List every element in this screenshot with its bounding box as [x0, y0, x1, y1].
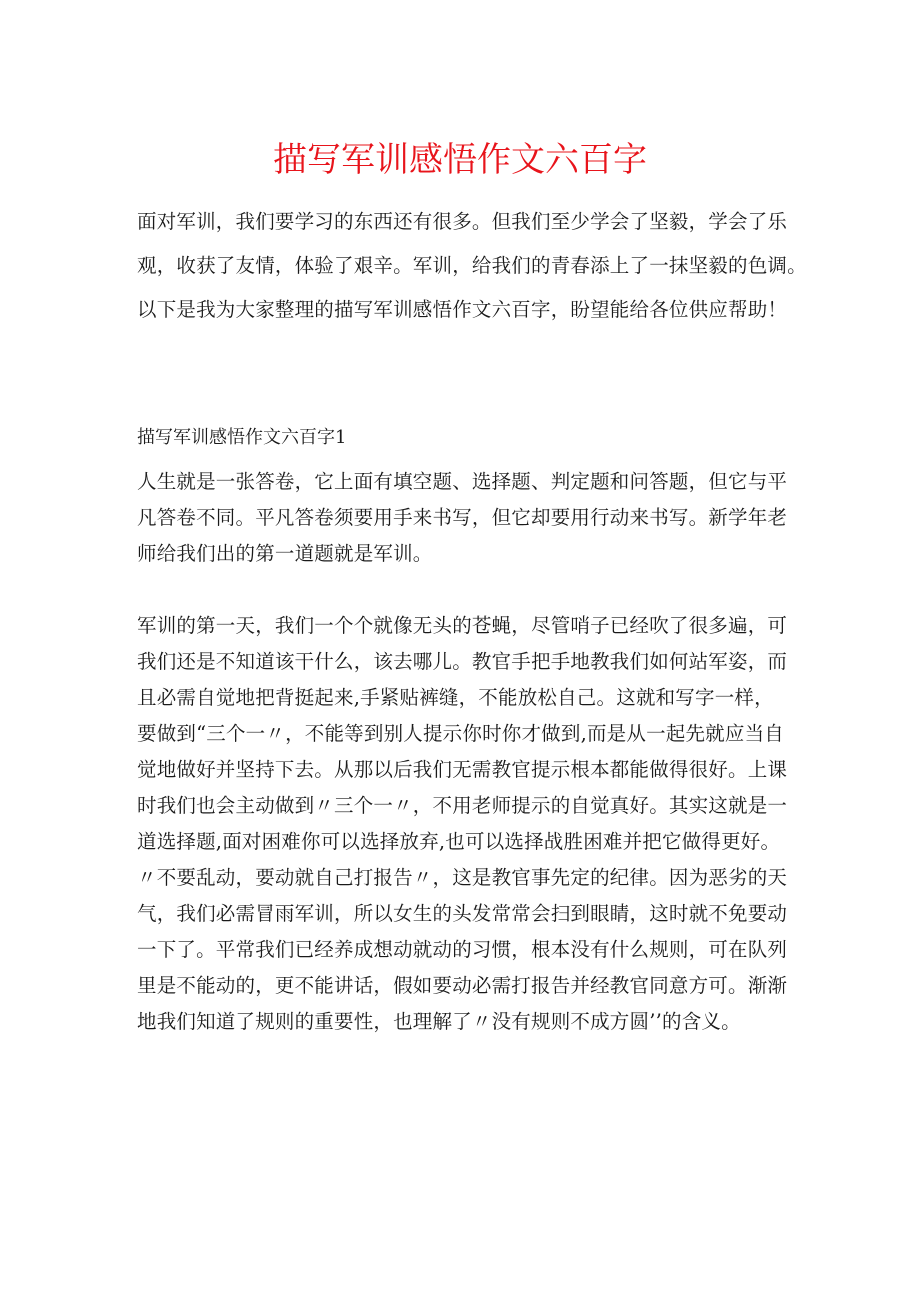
- intro-line: 观，收获了友情，体验了艰辛。军训，给我们的青春添上了一抹坚毅的色调。: [137, 254, 807, 277]
- intro-line: 面对军训，我们要学习的东西还有很多。但我们至少学会了坚毅，学会了乐: [137, 210, 788, 233]
- paragraph-line: 道选择题,面对困难你可以选择放弃,也可以选择战胜困难并把它做得更好。: [137, 830, 781, 853]
- paragraph-line: 人生就是一张答卷，它上面有填空题、选择题、判定题和问答题，但它与平: [137, 470, 788, 493]
- paragraph-line: 我们还是不知道该干什么，该去哪儿。教官手把手地教我们如何站军姿，而: [137, 650, 788, 673]
- document-title: 描写军训感悟作文六百字: [273, 140, 647, 180]
- paragraph-2: [137, 608, 797, 1040]
- paragraph-line: 里是不能动的，更不能讲话，假如要动必需打报告并经教官同意方可。渐渐: [137, 974, 788, 997]
- paragraph-line: 时我们也会主动做到〃三个一〃，不用老师提示的自觉真好。其实这就是一: [137, 794, 788, 817]
- paragraph-1: [137, 464, 797, 572]
- paragraph-line: 且必需自觉地把背挺起来,手紧贴裤缝，不能放松自己。这就和写字一样，: [137, 686, 774, 709]
- intro-line: 以下是我为大家整理的描写军训感悟作文六百字，盼望能给各位供应帮助！: [137, 298, 788, 321]
- paragraph-line: 凡答卷不同。平凡答卷须要用手来书写，但它却要用行动来书写。新学年老: [137, 506, 788, 529]
- paragraph-line: 〃不要乱动，要动就自己打报告〃，这是教官事先定的纪律。因为恶劣的天: [137, 866, 788, 889]
- paragraph-line: 觉地做好并坚持下去。从那以后我们无需教官提示根本都能做得很好。上课: [137, 758, 788, 781]
- paragraph-line: 要做到“三个一〃，不能等到别人提示你时你才做到,而是从一起先就应当自: [137, 722, 784, 745]
- paragraph-line: 一下了。平常我们已经养成想动就动的习惯，根本没有什么规则，可在队列: [137, 938, 788, 961]
- paragraph-line: 气，我们必需冒雨军训，所以女生的头发常常会扫到眼睛，这时就不免要动: [137, 902, 788, 925]
- paragraph-line: 师给我们出的第一道题就是军训。: [137, 542, 433, 565]
- paragraph-line: 军训的第一天，我们一个个就像无头的苍蝇，尽管哨子已经吹了很多遍，可: [137, 614, 788, 637]
- section-heading: 描写军训感悟作文六百字1: [137, 427, 347, 448]
- intro-paragraph: [137, 200, 807, 332]
- paragraph-line: 地我们知道了规则的重要性，也理解了〃没有规则不成方圆’’的含义。: [137, 1010, 741, 1033]
